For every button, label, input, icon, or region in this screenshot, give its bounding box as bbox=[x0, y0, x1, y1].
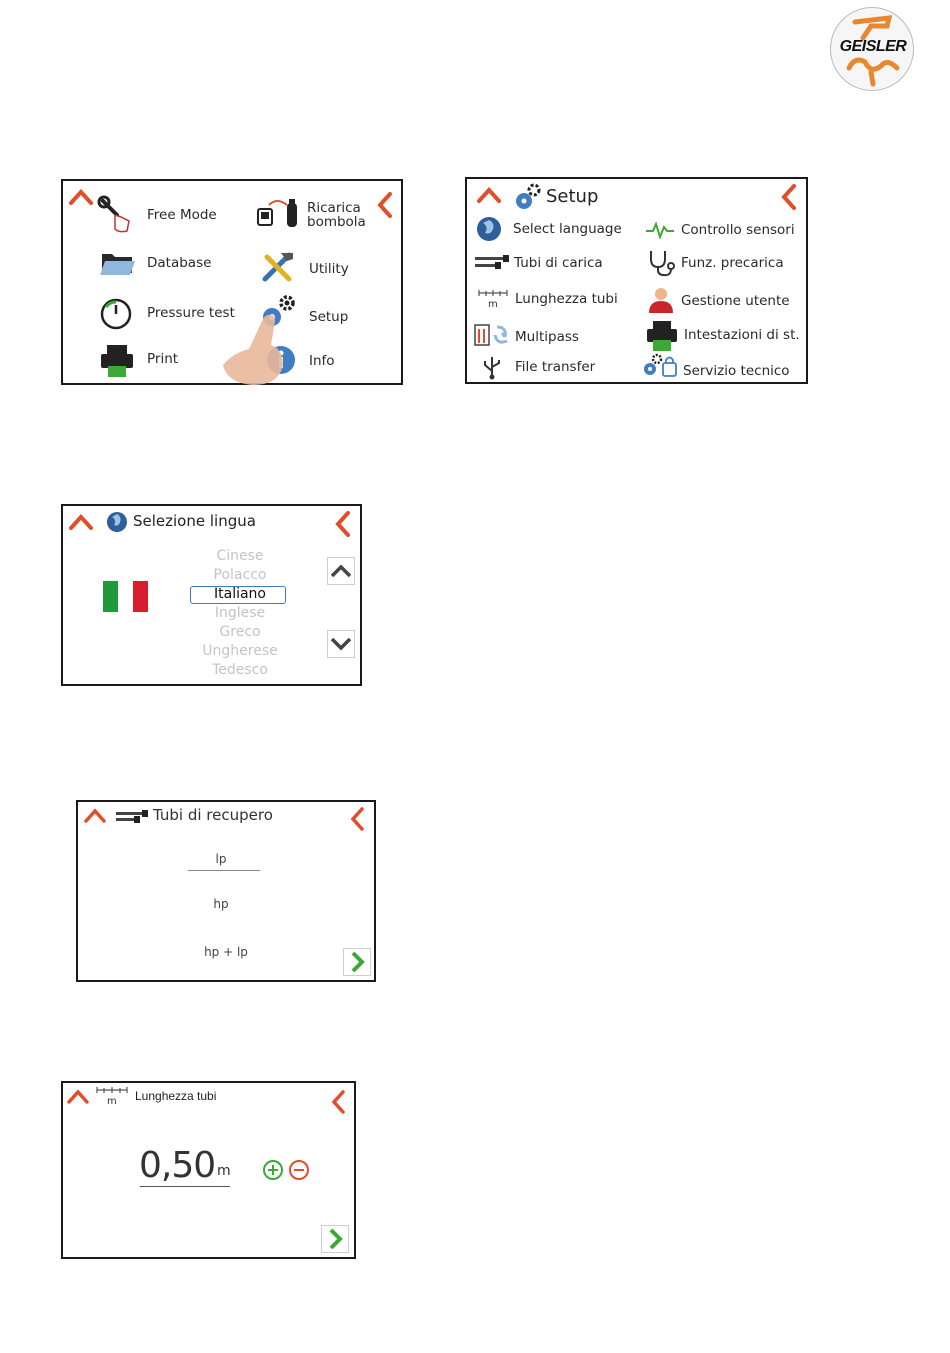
setup-item-label: Servizio tecnico bbox=[683, 363, 790, 379]
wrench-hand-icon bbox=[97, 195, 137, 235]
scroll-up-button[interactable] bbox=[327, 557, 355, 585]
minus-icon[interactable] bbox=[288, 1159, 310, 1181]
menu-item-database[interactable] bbox=[97, 247, 227, 279]
setup-item-funz-precarica[interactable] bbox=[643, 247, 803, 277]
gauge-icon bbox=[99, 297, 133, 331]
hose-panel bbox=[76, 800, 376, 982]
menu-item-label-line2: bombola bbox=[307, 214, 366, 230]
chevron-right-icon bbox=[322, 1226, 348, 1252]
ruler-unit-text: m bbox=[107, 1096, 117, 1106]
length-value[interactable]: 0,50 bbox=[139, 1145, 216, 1186]
hose-option-lp[interactable]: lp bbox=[215, 852, 227, 866]
length-unit: m bbox=[217, 1163, 231, 1179]
setup-item-label: Lunghezza tubi bbox=[515, 291, 618, 307]
usb-icon bbox=[481, 355, 503, 381]
language-option[interactable]: Tedesco bbox=[212, 662, 268, 678]
chevron-up-icon[interactable] bbox=[67, 512, 95, 532]
menu-item-free-mode[interactable] bbox=[97, 195, 227, 235]
back-chevron-icon[interactable] bbox=[329, 1089, 349, 1115]
menu-item-utility[interactable] bbox=[259, 249, 369, 285]
setup-item-label: Controllo sensori bbox=[681, 222, 795, 238]
menu-item-label: Database bbox=[147, 255, 212, 271]
hose-option-underline bbox=[188, 870, 260, 871]
hose-option-hp[interactable]: hp bbox=[213, 897, 229, 911]
setup-item-tubi-di-carica[interactable] bbox=[473, 251, 631, 275]
menu-item-label: Setup bbox=[309, 309, 349, 325]
chevron-up-icon[interactable] bbox=[67, 187, 95, 207]
setup-item-label: Tubi di carica bbox=[514, 255, 603, 271]
menu-item-label: Print bbox=[147, 351, 179, 367]
logo-text: GEISLER bbox=[839, 38, 907, 55]
setup-item-controllo-sensori[interactable] bbox=[643, 217, 803, 243]
language-option[interactable]: Inglese bbox=[214, 605, 266, 621]
language-option[interactable]: Cinese bbox=[216, 548, 264, 564]
back-chevron-icon[interactable] bbox=[375, 191, 395, 219]
menu-item-ricarica-bombola[interactable] bbox=[255, 197, 375, 233]
language-title: Selezione lingua bbox=[133, 512, 256, 530]
back-chevron-icon[interactable] bbox=[779, 183, 799, 211]
setup-menu-panel bbox=[465, 177, 808, 384]
chevron-up-icon bbox=[328, 558, 354, 584]
flag-icon bbox=[103, 581, 148, 612]
menu-item-label: Ricarica bbox=[307, 200, 361, 216]
tools-icon bbox=[259, 249, 297, 283]
hose-option-hp-lp[interactable]: hp + lp bbox=[204, 945, 248, 959]
folder-icon bbox=[99, 249, 135, 277]
ruler-icon bbox=[477, 289, 509, 309]
cylinder-icon bbox=[255, 197, 303, 231]
length-panel bbox=[61, 1081, 356, 1259]
setup-item-label: Gestione utente bbox=[681, 293, 790, 309]
setup-item-lunghezza-tubi[interactable] bbox=[473, 287, 631, 311]
setup-item-label: Intestazioni di st. bbox=[684, 327, 800, 343]
language-option[interactable]: Polacco bbox=[213, 567, 267, 583]
length-title: Lunghezza tubi bbox=[135, 1089, 217, 1103]
chevron-down-icon bbox=[328, 631, 354, 657]
gear-icon bbox=[513, 181, 543, 211]
pulse-icon bbox=[645, 221, 675, 239]
printer-icon bbox=[645, 319, 679, 353]
plus-icon[interactable] bbox=[262, 1159, 284, 1181]
multipass-icon bbox=[473, 321, 513, 349]
language-option[interactable]: Greco bbox=[219, 624, 261, 640]
printer-icon bbox=[99, 343, 135, 379]
back-chevron-icon[interactable] bbox=[348, 806, 368, 832]
ruler-unit-text: m bbox=[488, 299, 498, 309]
menu-item-print[interactable] bbox=[97, 341, 227, 379]
user-icon bbox=[647, 285, 675, 313]
setup-item-servizio-tecnico[interactable] bbox=[643, 353, 803, 381]
hose-title: Tubi di recupero bbox=[153, 806, 273, 824]
chevron-up-icon[interactable] bbox=[475, 185, 503, 205]
next-button[interactable] bbox=[321, 1225, 349, 1253]
menu-item-label: Pressure test bbox=[147, 305, 235, 321]
setup-item-label: Select language bbox=[513, 221, 622, 237]
setup-item-label: Funz. precarica bbox=[681, 255, 784, 271]
setup-item-multipass[interactable] bbox=[473, 321, 631, 349]
globe-icon bbox=[105, 510, 129, 534]
menu-item-label: Info bbox=[309, 353, 335, 369]
menu-item-label: Utility bbox=[309, 261, 349, 277]
setup-item-select-language[interactable] bbox=[473, 215, 631, 243]
hose-icon bbox=[116, 810, 148, 824]
setup-item-file-transfer[interactable] bbox=[473, 353, 631, 381]
setup-title: Setup bbox=[546, 186, 599, 207]
length-underline bbox=[140, 1186, 230, 1187]
main-menu-panel bbox=[61, 179, 403, 385]
next-button[interactable] bbox=[343, 948, 371, 976]
pointing-hand-icon bbox=[213, 305, 293, 385]
language-option[interactable]: Ungherese bbox=[202, 643, 278, 659]
globe-icon bbox=[475, 215, 503, 243]
chevron-up-icon[interactable] bbox=[82, 806, 108, 826]
stethoscope-icon bbox=[647, 249, 675, 277]
gear-lock-icon bbox=[643, 353, 679, 379]
ruler-icon bbox=[95, 1086, 129, 1106]
setup-item-label: File transfer bbox=[515, 359, 596, 375]
menu-item-label: Free Mode bbox=[147, 207, 217, 223]
geisler-logo bbox=[830, 7, 914, 91]
scroll-down-button[interactable] bbox=[327, 630, 355, 658]
back-chevron-icon[interactable] bbox=[333, 510, 353, 538]
language-option-selected[interactable]: Italiano bbox=[214, 586, 266, 602]
setup-item-gestione-utente[interactable] bbox=[643, 283, 803, 315]
chevron-up-icon[interactable] bbox=[65, 1087, 91, 1107]
hose-icon bbox=[475, 255, 509, 271]
setup-item-label: Multipass bbox=[515, 329, 579, 345]
setup-item-intestazioni[interactable] bbox=[643, 319, 803, 353]
chevron-right-icon bbox=[344, 949, 370, 975]
